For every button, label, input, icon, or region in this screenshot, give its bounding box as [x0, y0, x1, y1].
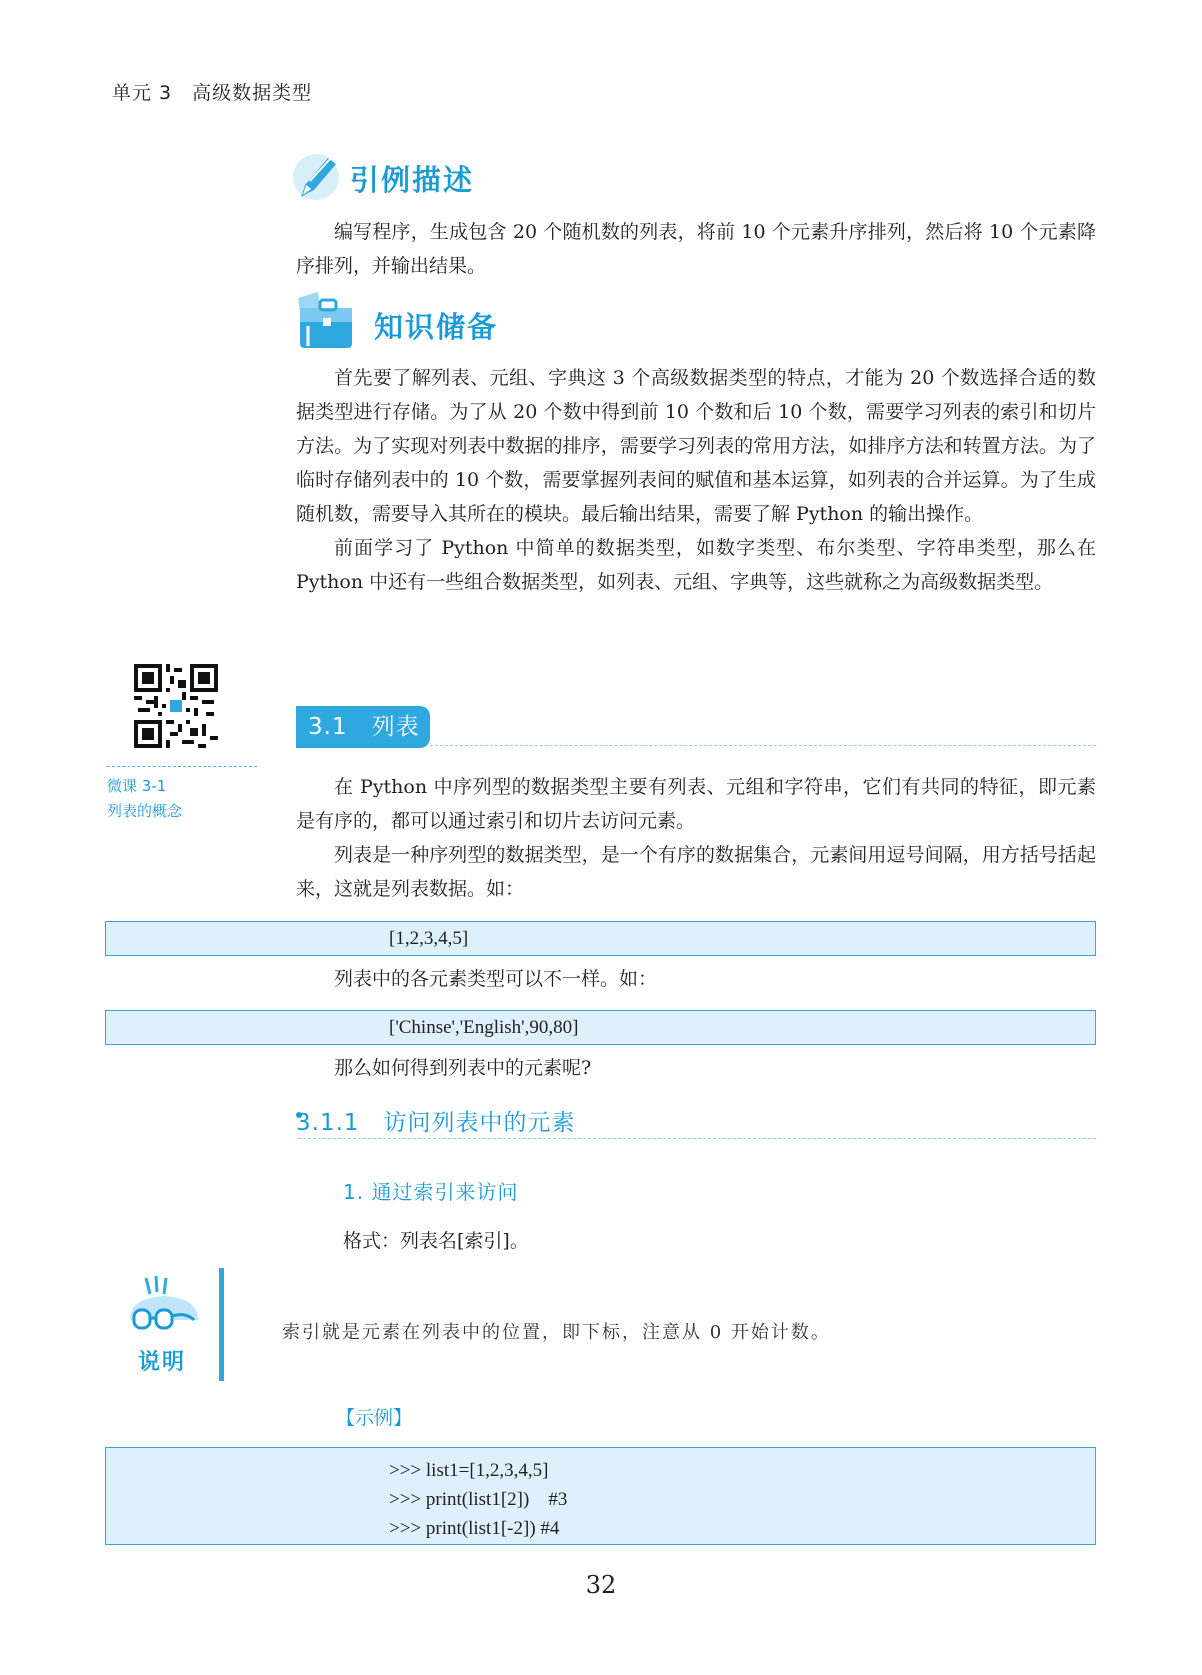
question-text	[296, 1051, 1096, 1085]
heading-3-1-1: 3.1.1 访问列表中的元素	[296, 1110, 576, 1136]
running-head: 单元 3 高级数据类型	[112, 82, 313, 104]
code-line: >>> print(list1[-2]) #4	[389, 1518, 560, 1539]
knowledge-text	[296, 361, 1096, 599]
side-note-code: 微课 3-1	[107, 777, 167, 795]
code-block	[105, 921, 1096, 956]
list-intro	[296, 770, 1096, 906]
qr-code-icon[interactable]	[134, 664, 218, 748]
code-line: >>> list1=[1,2,3,4,5]	[389, 1460, 549, 1481]
example-description	[296, 215, 1096, 283]
note-text: 索引就是元素在列表中的位置，即下标，注意从 0 开始计数。	[282, 1322, 831, 1343]
side-note[interactable]	[107, 774, 182, 824]
section-title-example: 引例描述	[350, 163, 475, 197]
text-between	[296, 962, 1096, 996]
code-block	[105, 1010, 1096, 1045]
pencil-icon	[290, 150, 340, 204]
code-block	[105, 1447, 1096, 1545]
example-tag: 【示例】	[336, 1407, 413, 1429]
note-bar	[219, 1268, 224, 1381]
heading-3-1: 3.1 列表	[296, 706, 430, 748]
side-divider	[107, 766, 257, 767]
heading-divider	[298, 1138, 1096, 1139]
example-paragraph: 编写程序，生成包含 20 个随机数的列表，将前 10 个元素升序排列，然后将 10 个元素降序排列，并输出结果。	[296, 221, 1096, 277]
code-line: [1,2,3,4,5]	[389, 928, 469, 949]
section-title-knowledge: 知识储备	[374, 310, 499, 344]
page-number: 32	[585, 1571, 617, 1599]
knowledge-paragraph: 前面学习了 Python 中简单的数据类型，如数字类型、布尔类型、字符串类型，那么在 Python 中还有一些组合数据类型，如列表、元组、字典等，这些就称之为高级数据类型。	[296, 537, 1096, 593]
glasses-icon	[124, 1276, 204, 1336]
list-intro-paragraph: 列表是一种序列型的数据类型，是一个有序的数据集合，元素间用逗号间隔，用方括号括起来，这就是列表数据。如：	[296, 844, 1096, 900]
heading-divider	[430, 745, 1096, 746]
code-line: >>> print(list1[2]) #3	[389, 1489, 568, 1510]
code-lines	[389, 1456, 567, 1543]
heading-index-access: 1. 通过索引来访问	[343, 1180, 519, 1204]
list-intro-paragraph: 在 Python 中序列型的数据类型主要有列表、元组和字符串，它们有共同的特征，即元素是有序的，都可以通过索引和切片去访问元素。	[296, 776, 1096, 832]
text-between-paragraph: 列表中的各元素类型可以不一样。如：	[334, 968, 658, 990]
briefcase-icon	[294, 290, 364, 354]
format-text: 格式：列表名[索引]。	[343, 1230, 529, 1252]
note-label: 说明	[138, 1350, 187, 1375]
code-line: ['Chinse','English',90,80]	[389, 1017, 579, 1038]
knowledge-paragraph: 首先要了解列表、元组、字典这 3 个高级数据类型的特点，才能为 20 个数选择合适的数据类型进行存储。为了从 20 个数中得到前 10 个数和后 10 个数，需要学习列表的索引和切片方法。为了实现对列表中数据的排序，需要学习列表的常用方法，如排序方法和转置方法。为了临时存储列表中的 10 个数，需要掌握列表间的赋值和基本运算，如列表的合并运算。为了生成随机数，需要导入其所在的模块。最后输出结果，需要了解 Python 的输出操作。	[296, 367, 1096, 525]
side-note-title: 列表的概念	[107, 802, 183, 820]
question-paragraph: 那么如何得到列表中的元素呢?	[334, 1057, 592, 1079]
